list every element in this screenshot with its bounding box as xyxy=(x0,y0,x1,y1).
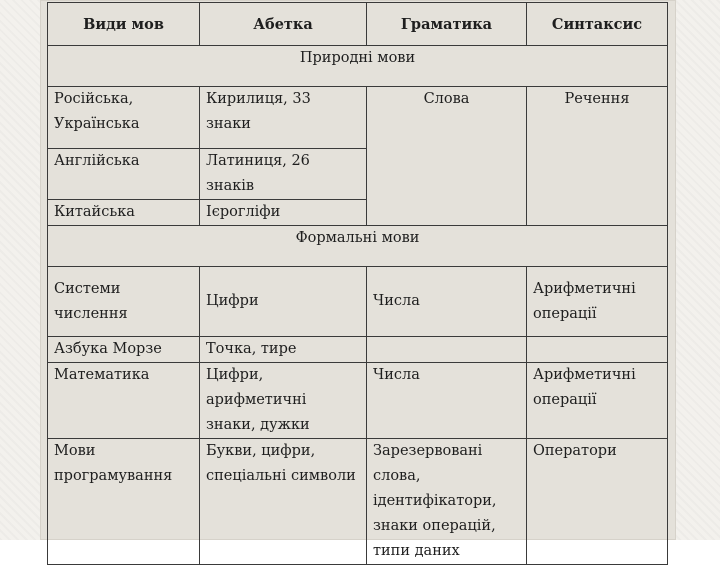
grammar-cell: Числа xyxy=(367,363,527,439)
header-alphabet: Абетка xyxy=(200,3,367,46)
alphabet-cell: Точка, тире xyxy=(200,337,367,363)
section-row-natural xyxy=(48,46,668,87)
alphabet-cell: Цифри, арифметичні знаки, дужки xyxy=(200,363,367,439)
language-cell: Азбука Морзе xyxy=(48,337,200,363)
alphabet-cell: Букви, цифри, спеціальні символи xyxy=(200,439,367,565)
language-cell: Російська, Українська xyxy=(48,87,200,149)
table-row xyxy=(48,267,668,337)
table-row xyxy=(48,439,668,565)
section-formal-languages: Формальні мови xyxy=(48,226,668,267)
header-grammar: Граматика xyxy=(367,3,527,46)
grammar-cell xyxy=(367,337,527,363)
section-natural-languages: Природні мови xyxy=(48,46,668,87)
syntax-cell: Арифметичні операції xyxy=(527,363,668,439)
header-language-types: Види мов xyxy=(48,3,200,46)
syntax-cell xyxy=(527,337,668,363)
alphabet-cell: Кирилиця, 33 знаки xyxy=(200,87,367,149)
language-cell: Математика xyxy=(48,363,200,439)
header-row xyxy=(48,3,668,46)
grammar-cell: Числа xyxy=(367,267,527,337)
table-row xyxy=(48,87,668,149)
language-cell: Китайська xyxy=(48,200,200,226)
language-cell: Англійська xyxy=(48,149,200,200)
languages-table xyxy=(47,2,668,565)
alphabet-cell: Латиниця, 26 знаків xyxy=(200,149,367,200)
grammar-cell-natural: Слова xyxy=(367,87,527,226)
grammar-cell: Зарезервовані слова, ідентифікатори, знаки операцій, типи даних xyxy=(367,439,527,565)
table-row xyxy=(48,337,668,363)
syntax-cell: Арифметичні операції xyxy=(527,267,668,337)
syntax-cell: Оператори xyxy=(527,439,668,565)
alphabet-cell: Цифри xyxy=(200,267,367,337)
language-cell: Системи числення xyxy=(48,267,200,337)
header-syntax: Синтаксис xyxy=(527,3,668,46)
section-row-formal xyxy=(48,226,668,267)
table-row xyxy=(48,363,668,439)
syntax-cell-natural: Речення xyxy=(527,87,668,226)
alphabet-cell: Ієрогліфи xyxy=(200,200,367,226)
language-cell: Мови програмування xyxy=(48,439,200,565)
